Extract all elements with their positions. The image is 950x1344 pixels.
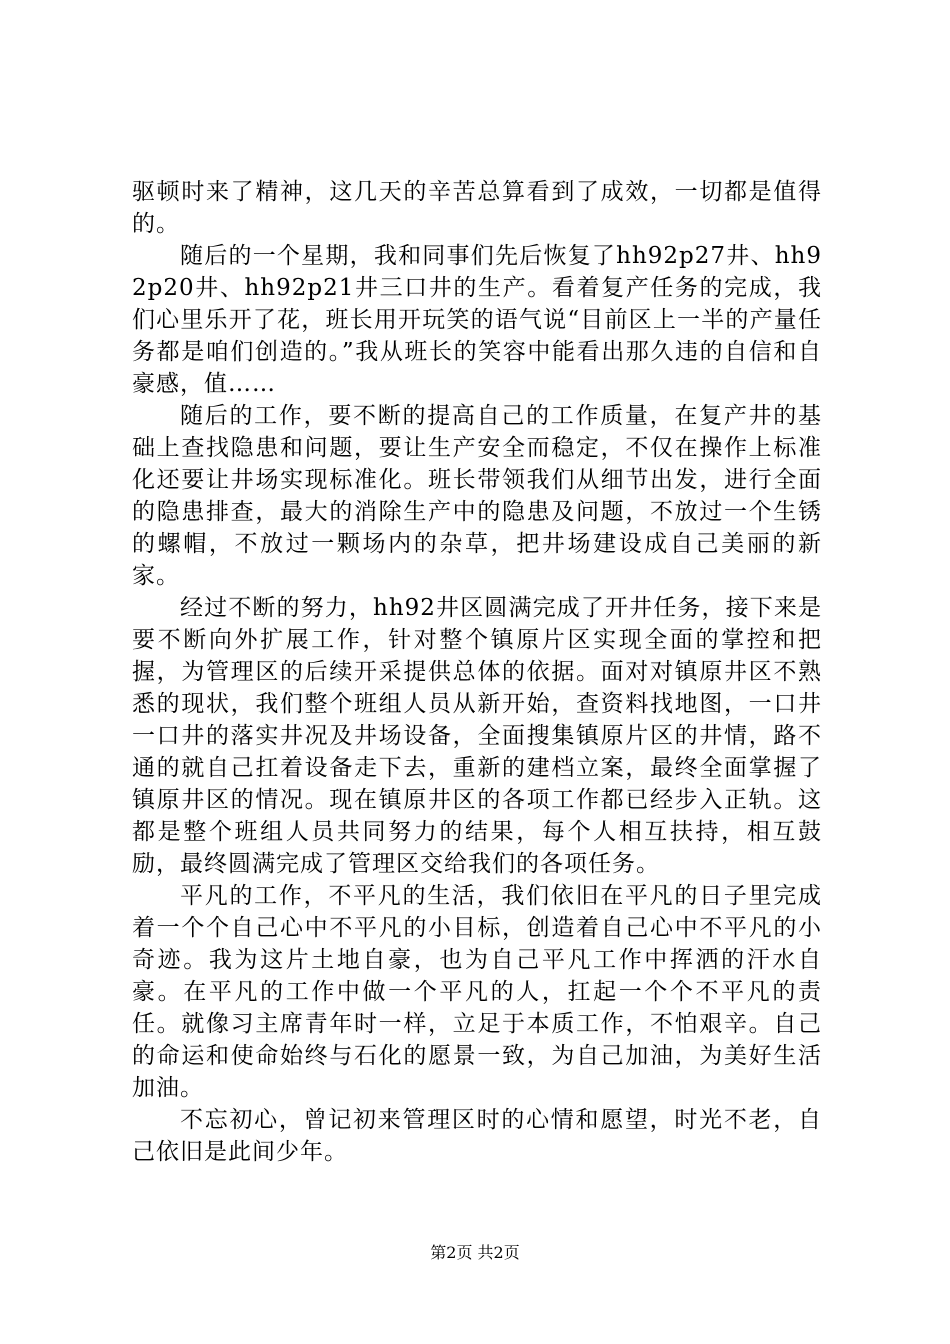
paragraph-quality-work: 随后的工作，要不断的提高自己的工作质量，在复产井的基础上查找隐患和问题，要让生产安全而稳定，不仅在操作上标准化还要让井场实现标准化。班长带领我们从细节出发，进行全面的隐患排查，最大的消除生产中的隐患及问题，不放过一个生锈的螺帽，不放过一颗场内的杂草，把井场建设成自己美丽的新家。 [132, 403, 822, 589]
paragraph-zhenyuan-expansion: 经过不断的努力，hh92井区圆满完成了开井任务，接下来是要不断向外扩展工作，针对整个镇原片区实现全面的掌控和把握，为管理区的后续开采提供总体的依据。面对对镇原井区不熟悉的现状，我们整个班组人员从新开始，查资料找地图，一口井一口井的落实井况及井场设备，全面搜集镇原片区的井情，路不通的就自己扛着设备走下去，重新的建档立案，最终全面掌握了镇原井区的情况。现在镇原井区的各项工作都已经步入正轨。这都是整个班组人员共同努力的结果，每个人相互扶持，相互鼓励，最终圆满完成了管理区交给我们的各项任务。 [132, 595, 822, 877]
document-body [132, 176, 822, 1168]
paragraph-original-aspiration: 不忘初心，曾记初来管理区时的心情和愿望，时光不老，自己依旧是此间少年。 [132, 1107, 822, 1165]
paragraph-ordinary-work: 平凡的工作，不平凡的生活，我们依旧在平凡的日子里完成着一个个自己心中不平凡的小目标，创造着自己心中不平凡的小奇迹。我为这片土地自豪，也为自己平凡工作中挥洒的汗水自豪。在平凡的工作中做一个平凡的人，扛起一个个不平凡的责任。就像习主席青年时一样，立足于本质工作，不怕艰辛。自己的命运和使命始终与石化的愿景一致，为自己加油，为美好生活加油。 [132, 883, 822, 1101]
paragraph-continuation: 驱顿时来了精神，这几天的辛苦总算看到了成效，一切都是值得的。 [132, 179, 822, 237]
paragraph-restored-wells: 随后的一个星期，我和同事们先后恢复了hh92p27井、hh92p20井、hh92p21井三口井的生产。看着复产任务的完成，我们心里乐开了花，班长用开玩笑的语气说“目前区上一半的产量任务都是咱们创造的。”我从班长的笑容中能看出那久违的自信和自豪感，值…… [132, 243, 822, 397]
page-number-footer: 第2页 共2页 [430, 1243, 520, 1262]
